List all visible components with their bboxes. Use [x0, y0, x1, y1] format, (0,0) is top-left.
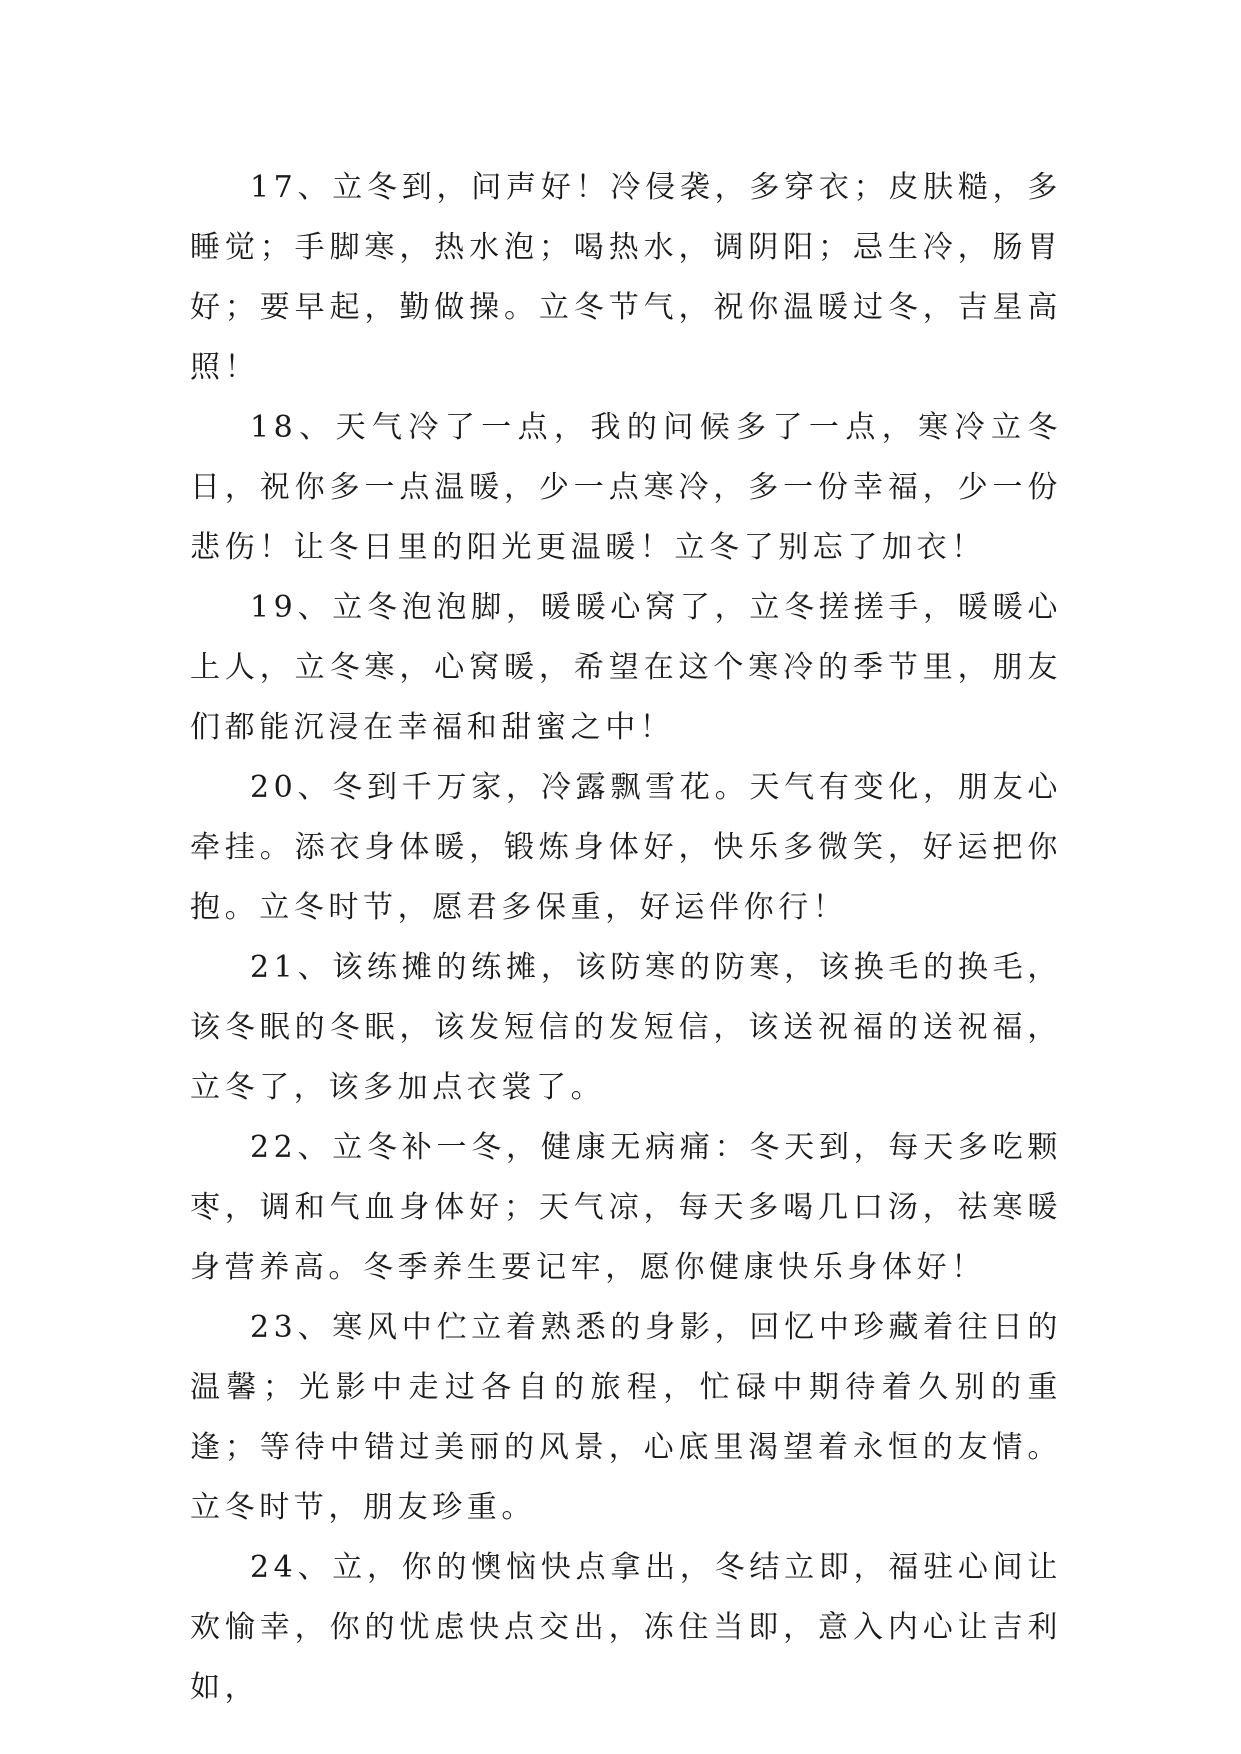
document-body: [190, 158, 1062, 1718]
paragraph-24: 24、立，你的懊恼快点拿出，冬结立即，福驻心间让欢愉幸，你的忧虑快点交出，冻住当即，意入内心让吉利如，: [190, 1550, 1062, 1705]
paragraph-17: 17、立冬到，问声好！冷侵袭，多穿衣；皮肤糙，多睡觉；手脚寒，热水泡；喝热水，调阴阳；忌生冷，肠胃好；要早起，勤做操。立冬节气，祝你温暖过冬，吉星高照！: [190, 170, 1062, 385]
paragraph-18: 18、天气冷了一点，我的问候多了一点，寒冷立冬日，祝你多一点温暖，少一点寒冷，多一份幸福，少一份悲伤！让冬日里的阳光更温暖！立冬了别忘了加衣！: [190, 410, 1062, 565]
paragraph-20: 20、冬到千万家，冷露飘雪花。天气有变化，朋友心牵挂。添衣身体暖，锻炼身体好，快乐多微笑，好运把你抱。立冬时节，愿君多保重，好运伴你行！: [190, 770, 1062, 925]
paragraph-19: 19、立冬泡泡脚，暖暖心窝了，立冬搓搓手，暖暖心上人，立冬寒，心窝暖，希望在这个寒冷的季节里，朋友们都能沉浸在幸福和甜蜜之中！: [190, 590, 1062, 745]
paragraph-21: 21、该练摊的练摊，该防寒的防寒，该换毛的换毛，该冬眠的冬眠，该发短信的发短信，该送祝福的送祝福，立冬了，该多加点衣裳了。: [190, 950, 1062, 1105]
paragraph-23: 23、寒风中伫立着熟悉的身影，回忆中珍藏着往日的温馨；光影中走过各自的旅程，忙碌中期待着久别的重逢；等待中错过美丽的风景，心底里渴望着永恒的友情。立冬时节，朋友珍重。: [190, 1310, 1062, 1525]
paragraph-22: 22、立冬补一冬，健康无病痛：冬天到，每天多吃颗枣，调和气血身体好；天气凉，每天多喝几口汤，祛寒暖身营养高。冬季养生要记牢，愿你健康快乐身体好！: [190, 1130, 1062, 1285]
